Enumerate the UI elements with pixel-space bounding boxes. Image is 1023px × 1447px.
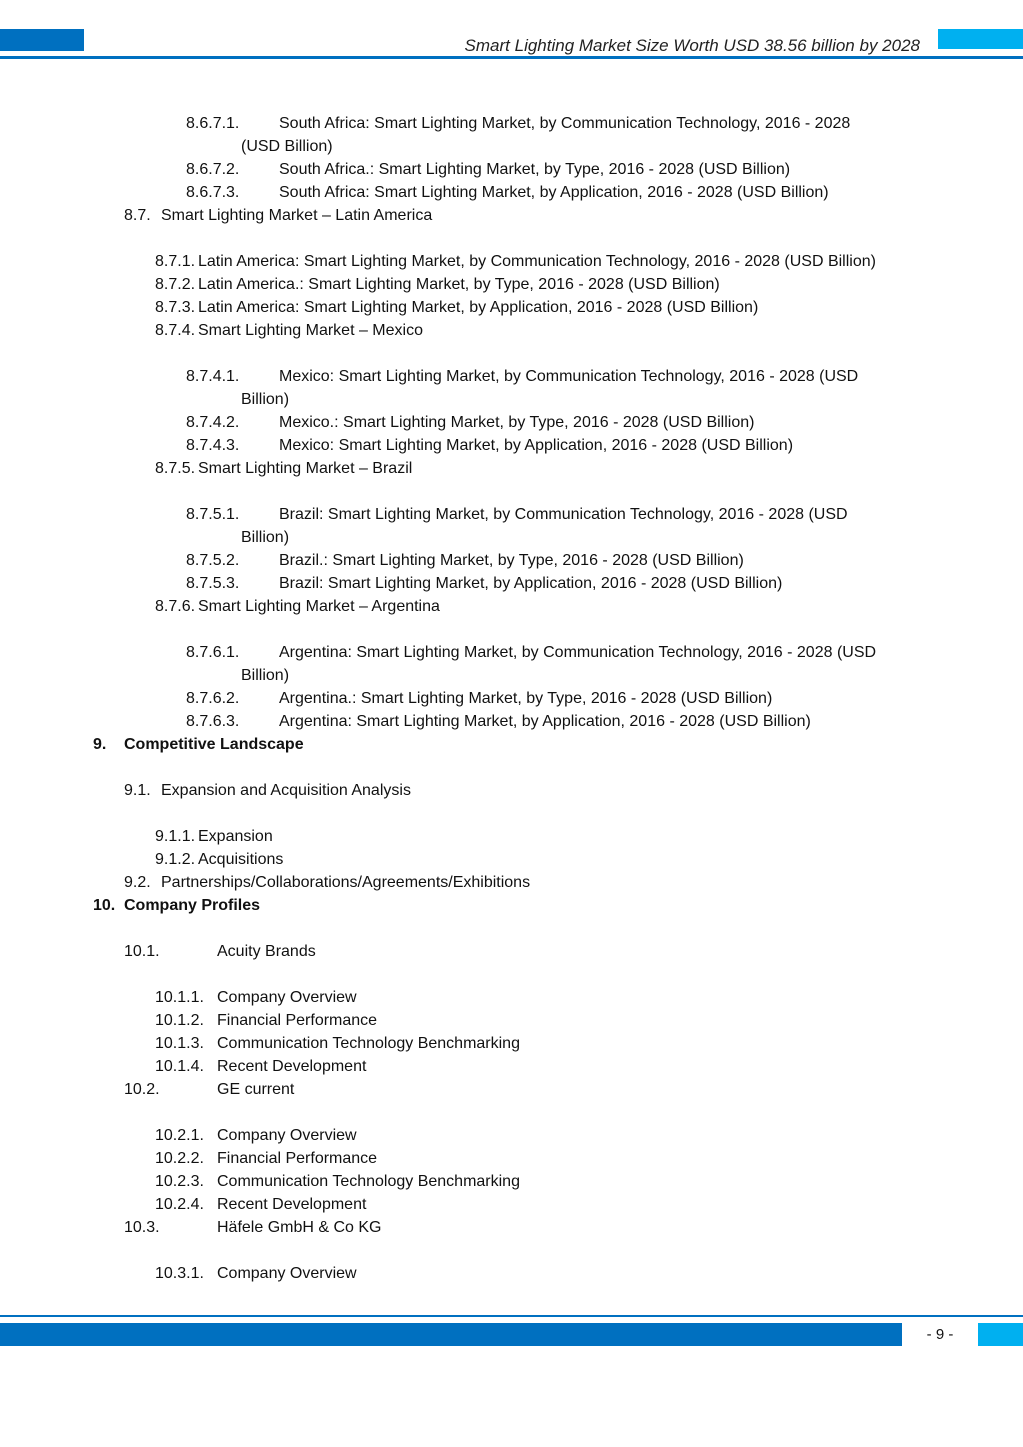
- toc-entry-title: Acquisitions: [198, 851, 284, 868]
- toc-spacer: [0, 963, 1023, 986]
- header-accent-block-right: [938, 29, 1023, 49]
- toc-entry: [0, 549, 1023, 572]
- toc-spacer: [0, 802, 1023, 825]
- toc-entry-number: 8.7.4.3.: [186, 437, 240, 454]
- toc-spacer: [0, 917, 1023, 940]
- toc-entry: [0, 204, 1023, 227]
- footer-bar-left: [0, 1323, 902, 1346]
- toc-entry-number: 10.1.4.: [155, 1058, 204, 1075]
- toc-entry-title: Financial Performance: [217, 1012, 378, 1029]
- toc-entry-number: 8.7.6.2.: [186, 690, 240, 707]
- toc-entry-continuation: Billion): [241, 391, 290, 408]
- toc-entry-number: 9.1.2.: [155, 851, 196, 868]
- footer-bar-right: [978, 1323, 1023, 1346]
- toc-entry-number: 9.2.: [124, 874, 151, 891]
- toc-entry-number: 8.7.4.: [155, 322, 196, 339]
- toc-entry-title: Argentina: Smart Lighting Market, by Application, 2016 - 2028 (USD Billion): [279, 713, 811, 730]
- toc-entry: [0, 503, 1023, 526]
- toc-entry-continuation: (USD Billion): [241, 138, 333, 155]
- toc-entry: [0, 779, 1023, 802]
- toc-entry-title: Latin America: Smart Lighting Market, by Application, 2016 - 2028 (USD Billion): [198, 299, 759, 316]
- toc-entry: [0, 825, 1023, 848]
- toc-entry-number: 9.1.: [124, 782, 151, 799]
- toc-entry-title: Communication Technology Benchmarking: [217, 1035, 520, 1052]
- toc-entry-number: 8.6.7.3.: [186, 184, 240, 201]
- toc-entry-number: 10.1.2.: [155, 1012, 204, 1029]
- toc-entry-title: GE current: [217, 1081, 295, 1098]
- toc-entry: [0, 1147, 1023, 1170]
- toc-entry: [0, 1124, 1023, 1147]
- toc-entry-number: 10.2.2.: [155, 1150, 204, 1167]
- toc-entry: [0, 871, 1023, 894]
- toc-entry-title: South Africa: Smart Lighting Market, by Communication Technology, 2016 - 2028: [279, 115, 851, 132]
- header-accent-block-left: [0, 29, 84, 51]
- toc-entry-title: Financial Performance: [217, 1150, 378, 1167]
- toc-entry: [0, 181, 1023, 204]
- toc-entry-number: 10.2.3.: [155, 1173, 204, 1190]
- toc-entry-title: Recent Development: [217, 1058, 367, 1075]
- toc-entry-continuation: Billion): [241, 529, 290, 546]
- toc-entry-number: 10.1.1.: [155, 989, 204, 1006]
- toc-entry: [0, 250, 1023, 273]
- toc-entry-number: 10.2.: [124, 1081, 160, 1098]
- toc-entry: [0, 572, 1023, 595]
- toc-entry-number: 8.7.5.: [155, 460, 196, 477]
- toc-entry-title: Company Overview: [217, 1265, 357, 1282]
- toc-entry-title: Smart Lighting Market – Mexico: [198, 322, 423, 339]
- toc-entry-number: 10.3.1.: [155, 1265, 204, 1282]
- toc-entry-title: Mexico: Smart Lighting Market, by Communication Technology, 2016 - 2028 (USD: [279, 368, 859, 385]
- toc-spacer: [0, 1101, 1023, 1124]
- toc-entry: [0, 1032, 1023, 1055]
- toc-entry: [0, 112, 1023, 135]
- toc-entry: [0, 1193, 1023, 1216]
- toc-entry: [0, 411, 1023, 434]
- toc-entry: [0, 710, 1023, 733]
- toc-entry: [0, 296, 1023, 319]
- toc-entry: [0, 457, 1023, 480]
- toc-entry-title: Smart Lighting Market – Argentina: [198, 598, 440, 615]
- toc-entry-number: 10.1.: [124, 943, 160, 960]
- toc-entry-title: Häfele GmbH & Co KG: [217, 1219, 382, 1236]
- toc-entry-title: Argentina.: Smart Lighting Market, by Type, 2016 - 2028 (USD Billion): [279, 690, 773, 707]
- toc-entry-title: Company Profiles: [124, 897, 261, 914]
- toc-entry-title: Company Overview: [217, 1127, 357, 1144]
- toc-entry: [0, 595, 1023, 618]
- toc-entry: [0, 733, 1023, 756]
- toc-entry-number: 8.7.1.: [155, 253, 196, 270]
- toc-entry: [0, 434, 1023, 457]
- toc-entry-continuation: Billion): [241, 667, 290, 684]
- toc-spacer: [0, 480, 1023, 503]
- toc-entry-title: Recent Development: [217, 1196, 367, 1213]
- toc-spacer: [0, 618, 1023, 641]
- toc-entry-number: 10.1.3.: [155, 1035, 204, 1052]
- toc-entry: [0, 641, 1023, 664]
- toc-spacer: [0, 1239, 1023, 1262]
- toc-entry: [0, 365, 1023, 388]
- toc-entry-title: Competitive Landscape: [124, 736, 304, 753]
- toc-entry-number: 10.2.1.: [155, 1127, 204, 1144]
- toc-entry-title: Smart Lighting Market – Brazil: [198, 460, 413, 477]
- toc-entry-title: South Africa: Smart Lighting Market, by Application, 2016 - 2028 (USD Billion): [279, 184, 829, 201]
- toc-entry-number: 8.7.4.1.: [186, 368, 240, 385]
- toc-entry-title: Latin America: Smart Lighting Market, by Communication Technology, 2016 - 2028 (USD Billion): [198, 253, 876, 270]
- toc-entry: [0, 1078, 1023, 1101]
- toc-entry-number: 8.7.6.1.: [186, 644, 240, 661]
- footer-rule: [0, 1315, 1023, 1317]
- toc-entry-title: Mexico: Smart Lighting Market, by Application, 2016 - 2028 (USD Billion): [279, 437, 794, 454]
- toc-entry-number: 8.6.7.2.: [186, 161, 240, 178]
- toc-entry-title: Smart Lighting Market – Latin America: [161, 207, 433, 224]
- toc-entry: [0, 1216, 1023, 1239]
- toc-entry-number: 8.7.2.: [155, 276, 196, 293]
- header-title: Smart Lighting Market Size Worth USD 38.56 billion by 2028: [464, 36, 920, 55]
- toc-entry-title: Brazil.: Smart Lighting Market, by Type, 2016 - 2028 (USD Billion): [279, 552, 744, 569]
- toc-entry: [0, 158, 1023, 181]
- toc-entry: [0, 848, 1023, 871]
- toc-entry-number: 8.7.4.2.: [186, 414, 240, 431]
- toc-entry-number: 8.7.5.2.: [186, 552, 240, 569]
- toc-entry-number: 8.7.6.3.: [186, 713, 240, 730]
- toc-entry: [0, 1055, 1023, 1078]
- toc-entry-number: 8.7.: [124, 207, 151, 224]
- toc-entry-title: Communication Technology Benchmarking: [217, 1173, 520, 1190]
- toc-entry-title: Brazil: Smart Lighting Market, by Application, 2016 - 2028 (USD Billion): [279, 575, 783, 592]
- toc-entry-number: 8.7.5.3.: [186, 575, 240, 592]
- toc-entry-number: 8.7.3.: [155, 299, 196, 316]
- toc-entry-title: Acuity Brands: [217, 943, 316, 960]
- toc-entry-title: Partnerships/Collaborations/Agreements/Exhibitions: [161, 874, 531, 891]
- toc-entry-title: Expansion and Acquisition Analysis: [161, 782, 411, 799]
- toc-entry-number: 9.1.1.: [155, 828, 196, 845]
- toc-entry: [0, 940, 1023, 963]
- toc-entry: [0, 1009, 1023, 1032]
- toc-entry: [0, 894, 1023, 917]
- toc-entry-title: Company Overview: [217, 989, 357, 1006]
- toc-entry: [0, 687, 1023, 710]
- toc-entry-number: 10.: [93, 897, 116, 914]
- toc-entry-title: Brazil: Smart Lighting Market, by Communication Technology, 2016 - 2028 (USD: [279, 506, 848, 523]
- toc-entry-number: 10.3.: [124, 1219, 160, 1236]
- toc-entry-number: 9.: [93, 736, 107, 753]
- toc-entry-title: Argentina: Smart Lighting Market, by Communication Technology, 2016 - 2028 (USD: [279, 644, 877, 661]
- page-number: - 9 -: [926, 1326, 954, 1343]
- table-of-contents: [0, 112, 1023, 1285]
- toc-entry: [0, 986, 1023, 1009]
- toc-entry: [0, 1170, 1023, 1193]
- toc-entry-title: Latin America.: Smart Lighting Market, by Type, 2016 - 2028 (USD Billion): [198, 276, 720, 293]
- toc-spacer: [0, 756, 1023, 779]
- toc-entry: [0, 273, 1023, 296]
- toc-entry-title: South Africa.: Smart Lighting Market, by Type, 2016 - 2028 (USD Billion): [279, 161, 791, 178]
- toc-entry-number: 8.7.6.: [155, 598, 196, 615]
- toc-entry-number: 8.7.5.1.: [186, 506, 240, 523]
- toc-entry-title: Expansion: [198, 828, 273, 845]
- toc-spacer: [0, 227, 1023, 250]
- toc-entry-number: 10.2.4.: [155, 1196, 204, 1213]
- toc-entry: [0, 319, 1023, 342]
- toc-entry: [0, 1262, 1023, 1285]
- toc-entry-title: Mexico.: Smart Lighting Market, by Type, 2016 - 2028 (USD Billion): [279, 414, 755, 431]
- toc-spacer: [0, 342, 1023, 365]
- toc-entry-number: 8.6.7.1.: [186, 115, 240, 132]
- header-rule: [0, 56, 1023, 59]
